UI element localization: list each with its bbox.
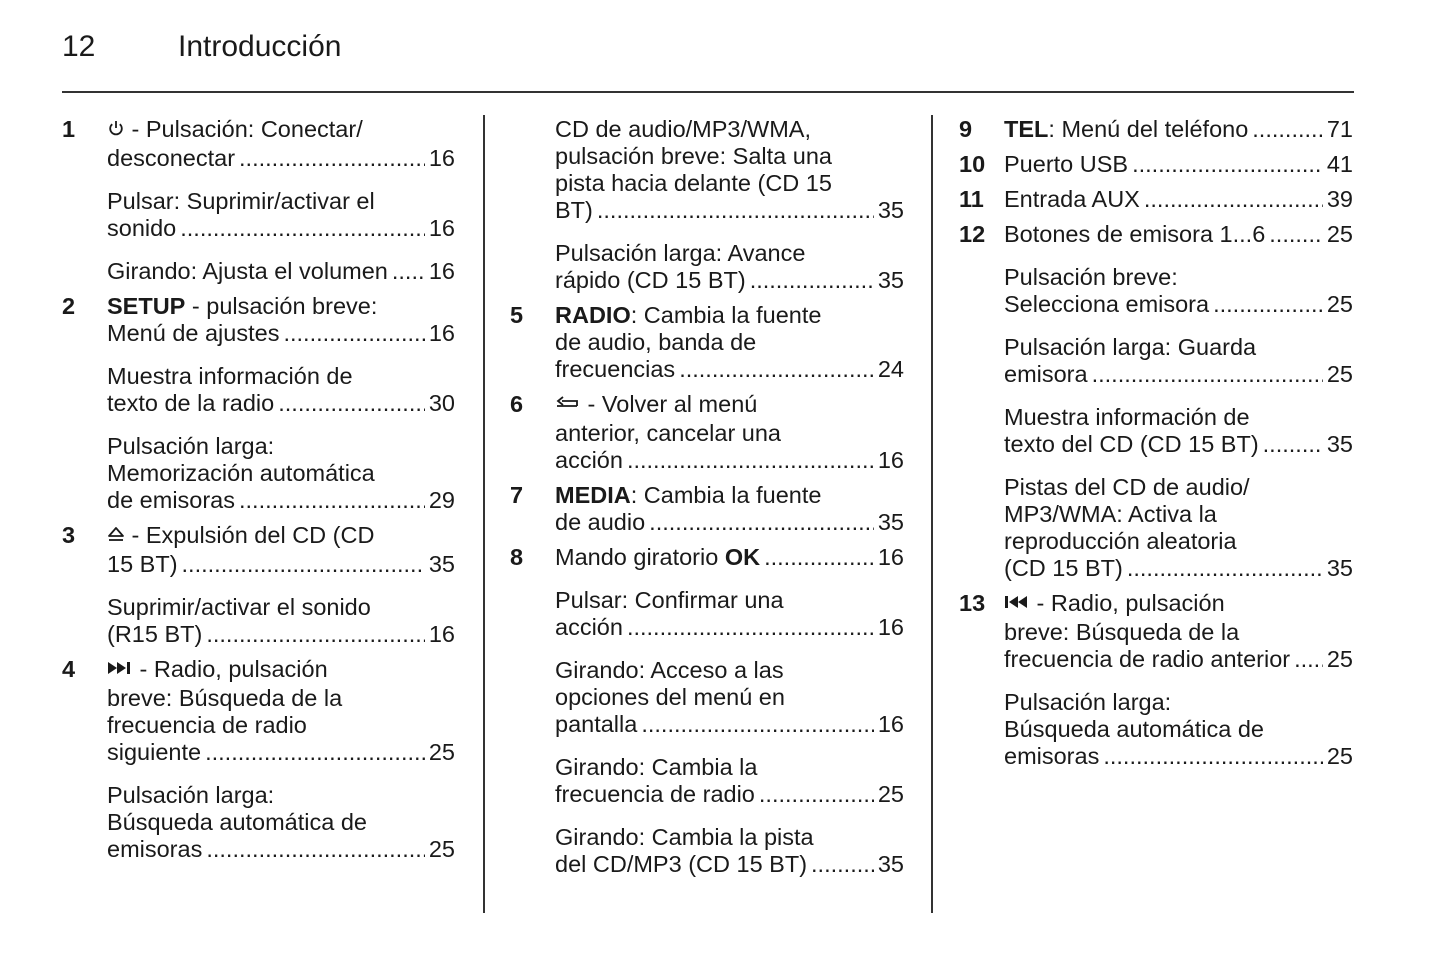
- page-title: Introducción: [178, 30, 342, 63]
- entry-text: opciones del menú en: [555, 684, 785, 710]
- page-ref: 35: [877, 509, 904, 535]
- entry-text: - Pulsación: Conectar/: [131, 116, 363, 142]
- entry-text: Muestra información de: [1004, 404, 1250, 430]
- entry-1: [62, 116, 455, 285]
- entry-number: 1: [62, 116, 76, 142]
- column-divider-1: [483, 115, 485, 913]
- entry-4: [62, 656, 455, 863]
- entry-text: 15 BT): [107, 551, 178, 577]
- column-3: [959, 116, 1353, 778]
- entry-text: Pulsación breve:: [1004, 264, 1178, 290]
- entry-number: 3: [62, 522, 76, 548]
- entry-text: (CD 15 BT): [1004, 555, 1123, 581]
- page-ref: 25: [428, 739, 455, 765]
- page-ref: 30: [428, 390, 455, 416]
- page-ref: 41: [1326, 151, 1353, 177]
- entry-number: 12: [959, 221, 986, 247]
- page-ref: 25: [1326, 646, 1353, 672]
- entry-text: Muestra información de: [107, 363, 353, 389]
- entry-text: - Radio, pulsación: [139, 656, 328, 682]
- entry-text: Menú de ajustes: [107, 320, 280, 346]
- entry-text: Girando: Ajusta el volumen: [107, 258, 388, 284]
- back-arrow-icon: [555, 393, 581, 420]
- entry-number: 9: [959, 116, 973, 142]
- page-ref: 16: [428, 215, 455, 241]
- entry-text: Entrada AUX: [1004, 186, 1140, 212]
- entry-text: del CD/MP3 (CD 15 BT): [555, 851, 808, 877]
- entry-8: [510, 544, 904, 878]
- entry-11: [959, 186, 1353, 213]
- entry-text: Búsqueda automática de: [107, 809, 367, 835]
- page-ref: 39: [1326, 186, 1353, 212]
- entry-number: 10: [959, 151, 986, 177]
- entry-number: 11: [959, 186, 984, 212]
- page-ref: 16: [877, 447, 904, 473]
- entry-6: [510, 391, 904, 474]
- entry-number: 7: [510, 482, 524, 508]
- entry-text: Memorización automática: [107, 460, 375, 486]
- page-ref: 35: [1326, 431, 1353, 457]
- entry-number: 13: [959, 590, 986, 616]
- entry-text: - Volver al menú: [587, 391, 758, 417]
- entry-text: frecuencia de radio anterior: [1004, 646, 1291, 672]
- entry-text: Pulsación larga: Guarda: [1004, 334, 1257, 360]
- entry-9: [959, 116, 1353, 143]
- entry-7: [510, 482, 904, 536]
- page-ref: 16: [877, 711, 904, 737]
- entry-text: frecuencia de radio: [555, 781, 755, 807]
- entry-keyword: OK: [724, 544, 761, 570]
- entry-text: Pulsar: Confirmar una: [555, 587, 784, 613]
- entry-text: desconectar: [107, 145, 236, 171]
- entry-text: Suprimir/activar el sonido: [107, 594, 371, 620]
- entry-text: frecuencia de radio: [107, 712, 307, 738]
- entry-text: pista hacia delante (CD 15: [555, 170, 832, 196]
- entry-text: acción: [555, 614, 623, 640]
- entry-number: 6: [510, 391, 524, 417]
- entry-keyword: TEL: [1004, 116, 1049, 142]
- entry-text: emisoras: [1004, 743, 1100, 769]
- entry-text: emisora: [1004, 361, 1088, 387]
- entry-text: Girando: Acceso a las: [555, 657, 784, 683]
- page-ref: 16: [877, 544, 904, 570]
- page-ref: 24: [877, 356, 904, 382]
- page-ref: 25: [877, 781, 904, 807]
- entry-13: [959, 590, 1353, 770]
- entry-text: rápido (CD 15 BT): [555, 267, 746, 293]
- page-ref: 35: [877, 851, 904, 877]
- column-divider-2: [931, 115, 933, 913]
- entry-3: [62, 522, 455, 648]
- entry-number: 4: [62, 656, 76, 682]
- page-ref: 25: [428, 836, 455, 862]
- entry-text: anterior, cancelar una: [555, 420, 782, 446]
- entry-text: sonido: [107, 215, 177, 241]
- entry-text: Pulsación larga:: [107, 782, 275, 808]
- entry-text: Pulsación larga:: [107, 433, 275, 459]
- entry-text: : Cambia la fuente: [630, 482, 822, 508]
- entry-text: de audio, banda de: [555, 329, 757, 355]
- entry-text: pantalla: [555, 711, 638, 737]
- page-ref: 16: [428, 258, 455, 284]
- entry-text: Pulsar: Suprimir/activar el: [107, 188, 375, 214]
- page-ref: 71: [1326, 116, 1353, 142]
- entry-text: CD de audio/MP3/WMA,: [555, 116, 811, 142]
- entry-text: : Menú del teléfono: [1048, 116, 1249, 142]
- page-ref: 35: [877, 197, 904, 223]
- entry-4-continued: [510, 116, 904, 294]
- column-1: [62, 116, 455, 871]
- entry-text: de audio: [555, 509, 646, 535]
- entry-text: Puerto USB: [1004, 151, 1129, 177]
- entry-text: breve: Búsqueda de la: [107, 685, 343, 711]
- entry-text: BT): [555, 197, 593, 223]
- column-2: [510, 116, 904, 886]
- entry-text: breve: Búsqueda de la: [1004, 619, 1240, 645]
- page-ref: 35: [1326, 555, 1353, 581]
- entry-text: - Radio, pulsación: [1036, 590, 1225, 616]
- entry-2: [62, 293, 455, 514]
- entry-number: 2: [62, 293, 76, 319]
- entry-text: texto del CD (CD 15 BT): [1004, 431, 1259, 457]
- page-ref: 16: [877, 614, 904, 640]
- page-ref: 25: [1326, 743, 1353, 769]
- page-ref: 25: [1326, 361, 1353, 387]
- entry-text: Pulsación larga: Avance: [555, 240, 806, 266]
- entry-keyword: MEDIA: [555, 482, 631, 508]
- page-ref: 29: [428, 487, 455, 513]
- entry-number: 5: [510, 302, 524, 328]
- entry-text: Botones de emisora 1...6: [1004, 221, 1266, 247]
- entry-text: (R15 BT): [107, 621, 203, 647]
- page-ref: 35: [877, 267, 904, 293]
- entry-text: Mando giratorio: [555, 544, 725, 570]
- entry-text: siguiente: [107, 739, 202, 765]
- entry-text: reproducción aleatoria: [1004, 528, 1237, 554]
- eject-icon: [107, 524, 125, 551]
- page-ref: 16: [428, 145, 455, 171]
- entry-text: Pistas del CD de audio/: [1004, 474, 1250, 500]
- entry-text: frecuencias: [555, 356, 676, 382]
- entry-keyword: RADIO: [555, 302, 631, 328]
- entry-text: de emisoras: [107, 487, 235, 513]
- entry-text: pulsación breve: Salta una: [555, 143, 832, 169]
- page-ref: 16: [428, 621, 455, 647]
- page-ref: 16: [428, 320, 455, 346]
- page-ref: 25: [1326, 291, 1353, 317]
- entry-keyword: SETUP: [107, 293, 186, 319]
- entry-text: - Expulsión del CD (CD: [131, 522, 375, 548]
- entry-text: : Cambia la fuente: [630, 302, 822, 328]
- skip-back-icon: [1004, 592, 1030, 619]
- header-rule: [62, 91, 1354, 93]
- entry-text: - pulsación breve:: [185, 293, 378, 319]
- entry-text: Búsqueda automática de: [1004, 716, 1264, 742]
- entry-10: [959, 151, 1353, 178]
- entry-text: emisoras: [107, 836, 203, 862]
- page-number: 12: [62, 30, 96, 63]
- skip-forward-icon: [107, 658, 133, 685]
- page-ref: 25: [1326, 221, 1353, 247]
- entry-5: [510, 302, 904, 383]
- power-icon: [107, 118, 125, 145]
- entry-text: Selecciona emisora: [1004, 291, 1210, 317]
- entry-12: [959, 221, 1353, 582]
- entry-text: acción: [555, 447, 623, 473]
- entry-text: texto de la radio: [107, 390, 275, 416]
- entry-text: Pulsación larga:: [1004, 689, 1172, 715]
- entry-number: 8: [510, 544, 524, 570]
- entry-text: Girando: Cambia la pista: [555, 824, 814, 850]
- entry-text: MP3/WMA: Activa la: [1004, 501, 1217, 527]
- entry-text: Girando: Cambia la: [555, 754, 758, 780]
- page-ref: 35: [428, 551, 455, 577]
